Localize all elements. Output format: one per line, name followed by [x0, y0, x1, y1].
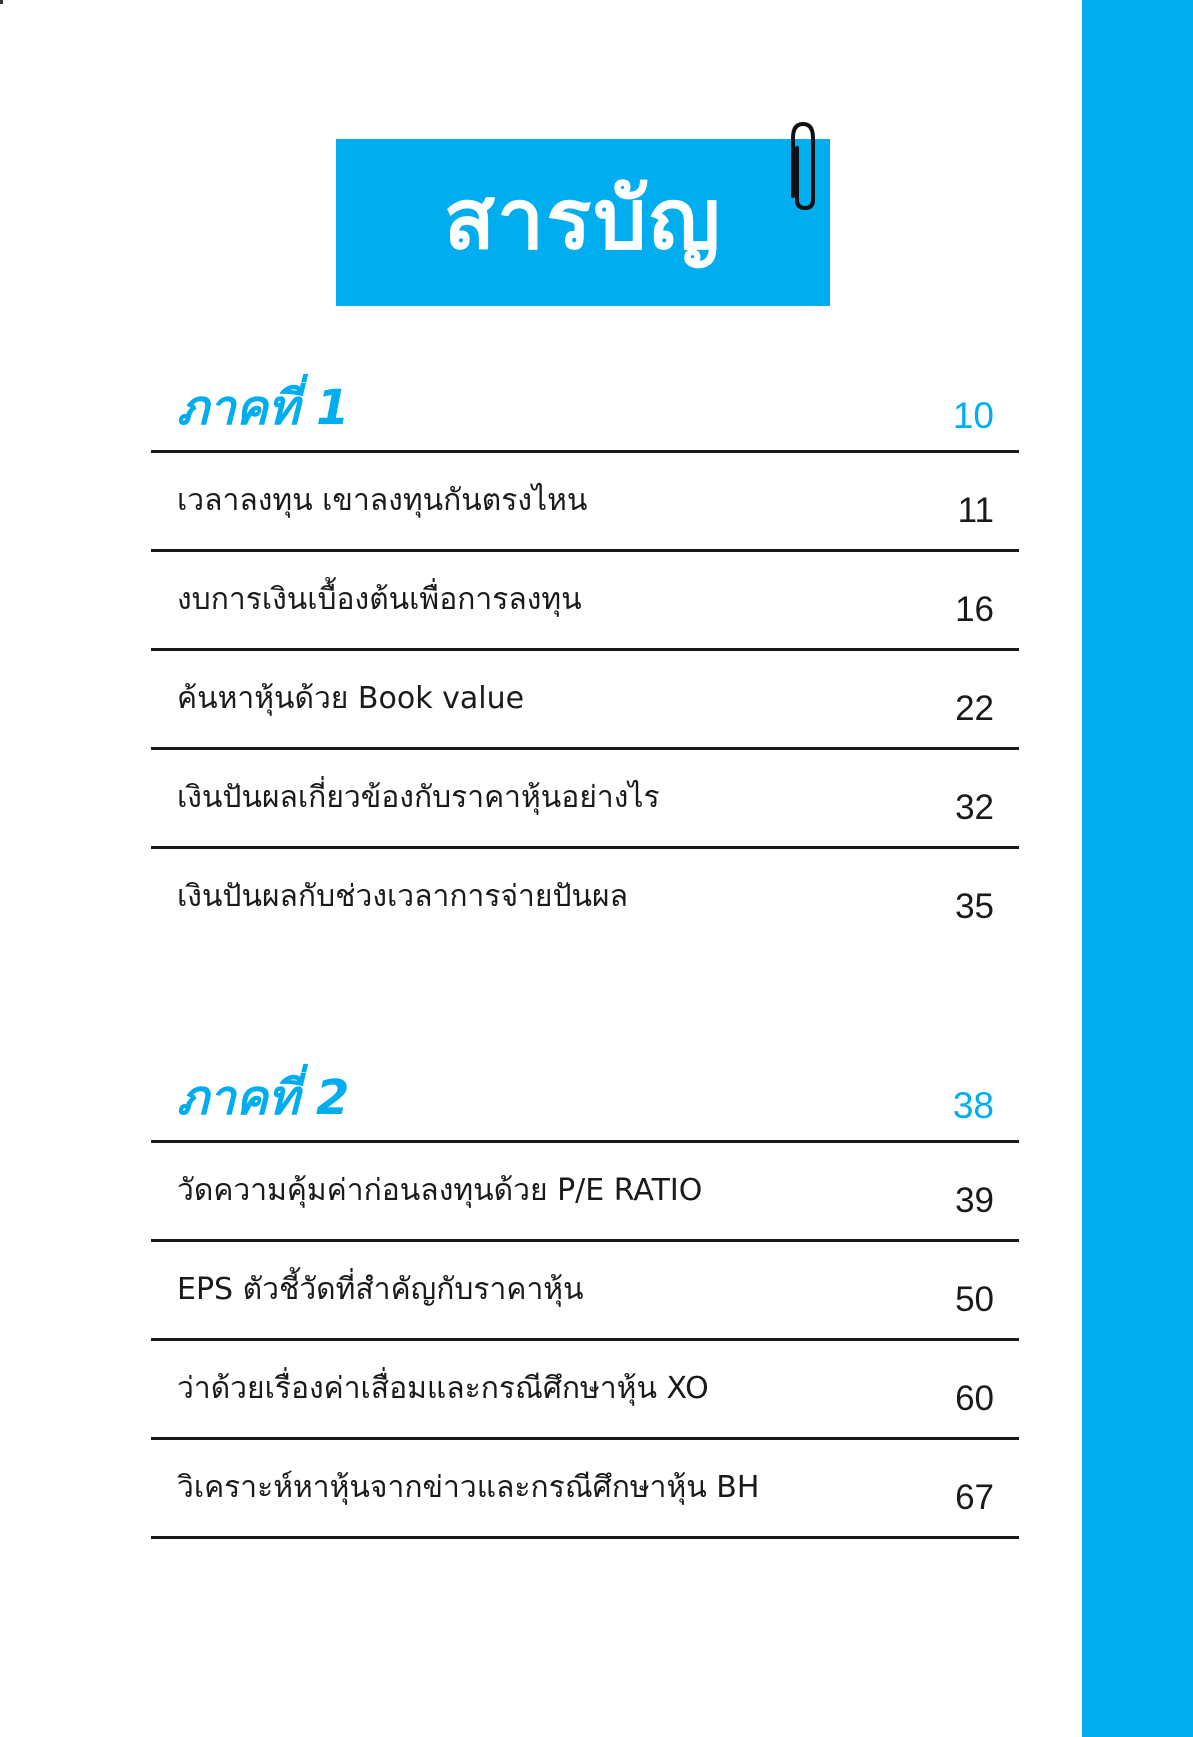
entry-title: เงินปันผลกับช่วงเวลาการจ่ายปันผล	[177, 879, 628, 914]
toc-entry[interactable]	[151, 849, 1019, 945]
toc-entry[interactable]	[151, 750, 1019, 849]
toc-entry[interactable]	[151, 453, 1019, 552]
toc-entry[interactable]	[151, 1143, 1019, 1242]
entry-title: EPS ตัวชี้วัดที่สำคัญกับราคาหุ้น	[177, 1272, 584, 1307]
toc-entry[interactable]	[151, 651, 1019, 750]
entry-page-number: 11	[957, 491, 994, 530]
part-heading-1	[151, 370, 1019, 453]
entry-page-number: 35	[955, 887, 994, 926]
entry-title: เงินปันผลเกี่ยวข้องกับราคาหุ้นอย่างไร	[177, 780, 660, 815]
toc-entry[interactable]	[151, 552, 1019, 651]
entry-page-number: 60	[955, 1379, 994, 1418]
entry-title: ค้นหาหุ้นด้วย Book value	[177, 681, 525, 716]
toc-entry[interactable]	[151, 1341, 1019, 1440]
entry-title: วิเคราะห์หาหุ้นจากข่าวและกรณีศึกษาหุ้น BH	[177, 1470, 760, 1505]
part-label: ภาคที่ 2	[177, 1070, 350, 1126]
entry-page-number: 50	[955, 1280, 994, 1319]
part-page-number: 38	[952, 1085, 994, 1126]
entry-page-number: 22	[955, 689, 994, 728]
entry-title: ว่าด้วยเรื่องค่าเสื่อมและกรณีศึกษาหุ้น XO	[177, 1371, 709, 1406]
toc-entry[interactable]	[151, 1242, 1019, 1341]
entry-title: วัดความคุ้มค่าก่อนลงทุนด้วย P/E RATIO	[177, 1173, 703, 1208]
entry-title: งบการเงินเบื้องต้นเพื่อการลงทุน	[177, 582, 582, 617]
part-page-number: 10	[952, 395, 994, 436]
paperclip-icon	[781, 118, 815, 210]
entry-title: เวลาลงทุน เขาลงทุนกันตรงไหน	[177, 483, 588, 518]
title-banner	[336, 139, 830, 306]
corner-mark	[0, 0, 3, 4]
entry-page-number: 39	[955, 1181, 994, 1220]
page-title: สารบัญ	[443, 170, 723, 268]
toc-entry[interactable]	[151, 1440, 1019, 1539]
entry-page-number: 67	[955, 1478, 994, 1517]
part-label: ภาคที่ 1	[177, 380, 350, 436]
part-heading-2	[151, 1060, 1019, 1143]
entry-page-number: 16	[955, 590, 994, 629]
side-color-bar	[1082, 0, 1193, 1737]
entry-page-number: 32	[955, 788, 994, 827]
